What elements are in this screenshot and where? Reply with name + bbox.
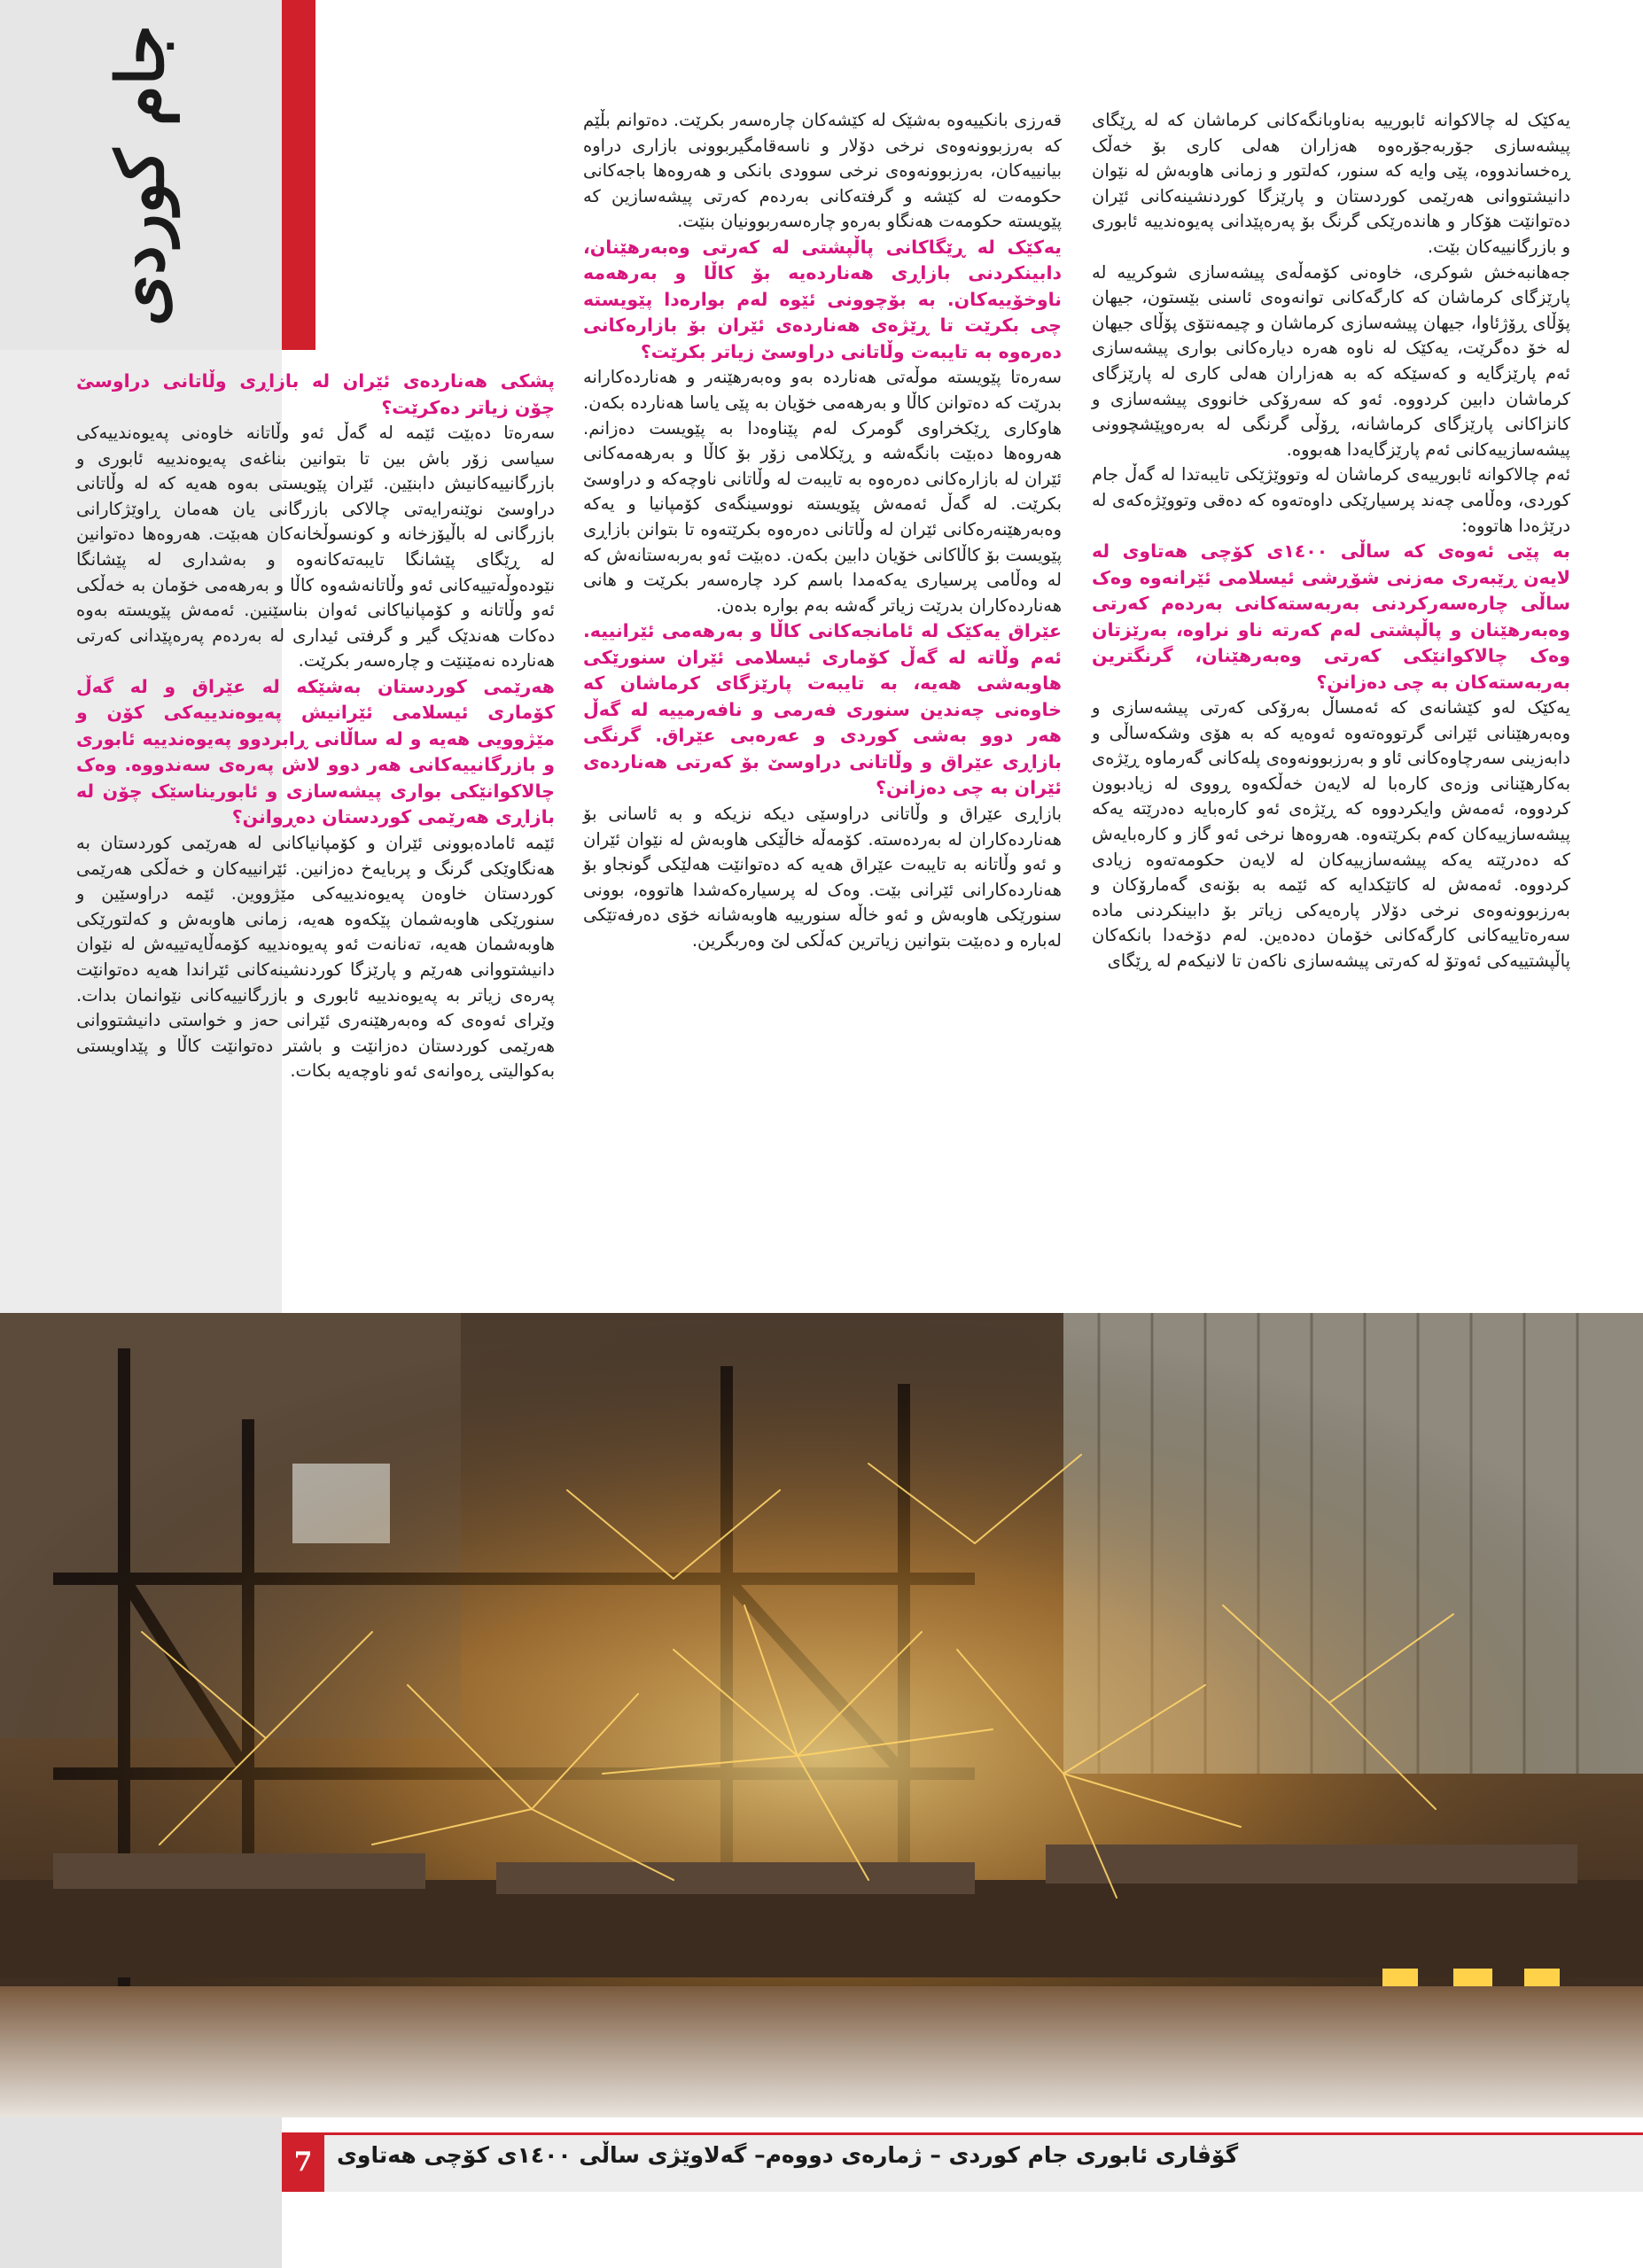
paragraph: یەکێک لە چالاکوانە ئابورییە بەناوبانگەکانی کرماشان کە لە ڕێگای پیشەسازی جۆربەجۆرەوە هەزاران هەلی کاری بۆ خەڵک ڕەخساندووە، پێی وایە کە سنور، کەلتور و زمانی هاوبەش لە نێوان دانیشتووانی هەرێمی کوردستان و پارێزگا کوردنشینەکانی ئێران دەتوانێت هۆکار و هاندەرێکی گرنگ بۆ پەرەپێدانی پەیوەندییە ئابوری و بازرگانییەکان بێت. (1092, 110, 1570, 257)
interview-question: یەکێک لە ڕێگاکانی پاڵپشتی لە کەرتی وەبەرهێنان، دابینکردنی بازاڕی هەناردەیە بۆ کاڵا و بەرهەمە ناوخۆییەکان. بە بۆچوونی ئێوە لەم بوارەدا پێویستە چی بکرێت تا ڕێژەی هەناردەی ئێران بۆ بازارەکانی دەرەوە بە تایبەت وڵاتانی دراوسێ زیاتر بکرێت؟ (583, 236, 1062, 362)
red-accent-band (282, 0, 315, 350)
paragraph: سەرەتا پێویستە موڵەتی هەناردە بەو وەبەرهێنەر و هەناردەکارانە بدرێت کە دەتوانن کاڵا و بەرهەمی خۆیان بە پێی یاسا هەناردە بکەن. هاوکاری ڕێکخراوی گومرک لەم پێناوەدا بە پێویست دەزانم. هەروەها دەبێت بانگەشە و ڕێکلامی زۆر بۆ کاڵا و بەرهەمەکانی ئێران لە بازارەکانی دەرەوە بە تایبەت لە وڵاتانی ناوچەکە و دراوسێ بکرێت. لە گەڵ ئەمەش پێویستە نووسینگەی کۆمپانیا و یەکە وەبەرهێنەرەکانی ئێران لە وڵاتانی دەرەوە بکرێتەوە تا بتوانن بازاڕی پێویست بۆ کاڵاکانی خۆیان دابین بکەن. دەبێت ئەو بەربەستانەش کە لە وەڵامی پرسیاری یەکەمدا باسم کرد چارەسەر بکرێت و هانی هەناردەکاران بدرێت زیاتر گەشە بەم بوارە بدەن. (583, 367, 1062, 616)
article-column-middle (583, 108, 1062, 953)
paragraph: قەرزی بانکییەوە بەشێک لە کێشەکان چارەسەر بکرێت. دەتوانم بڵێم کە بەرزبوونەوەی نرخی دۆلار و ناسەقامگیربوونی بازاری دراوە بیانییەکان، بەرزبوونەوەی نرخی سوودی بانکی و هەروەها باجەکانی حکومەت لە کێشە و گرفتەکانی بەردەم کەرتی پیشەسازین کە پێویستە حکومەت هەنگاو بەرەو چارەسەربوونیان بنێت. (583, 110, 1062, 232)
article-column-left (76, 369, 555, 1084)
article-column-right (1092, 108, 1570, 975)
logo-text: جام کوردی (103, 24, 179, 326)
interview-question: بە پێی ئەوەی کە ساڵی ١٤٠٠ی کۆچی هەتاوی لە لایەن ڕێبەری مەزنی شۆڕشی ئیسلامی ئێرانەوە وەک ساڵی چارەسەرکردنی بەربەستەکانی بەردەم کەرتی وەبەرهێنان و پاڵپشتی لەم کەرتە ناو نراوە، بەرێزتان وەک چالاکوانێکی کەرتی وەبەرهێنان، گرنگترین بەربەستەکان بە چی دەزانن؟ (1092, 540, 1570, 693)
photo-illustration (0, 1313, 1643, 2117)
paragraph: جەهانبەخش شوکری، خاوەنی کۆمەڵەی پیشەسازی شوکرییە لە پارێزگای کرماشان کە کارگەکانی توانەوەی ئاسنی بێستون، جیهان پۆڵای ڕۆژئاوا، جیهان پیشەسازی کرماشان و چیمەنتۆی پۆڵای جیهان لە خۆ دەگرێت، یەکێک لە ناوە هەرە دیارەکانی بواری پیشەسازی ئەم پارێزگایە و کەسێکە کە بە هەزاران هەلی کاری لە پارێزگای کرماشان دابین کردووە. ئەو کە سەرۆکی خانووی پیشەسازی و کانزاکانی پارێزگای کرماشانە، ڕۆڵی گرنگی لە بەرەوپێشچوونی پیشەسازییەکانی ئەم پارێزگایەدا هەبووە. (1092, 261, 1570, 460)
footer-sidebar-strip (0, 2117, 282, 2268)
magazine-logo (0, 0, 282, 350)
page-number: 7 (282, 2132, 324, 2192)
interview-question: هەرێمی کوردستان بەشێکە لە عێراق و لە گەڵ کۆماری ئیسلامی ئێرانیش پەیوەندییەکی کۆن و مێژوویی هەیە و لە ساڵانی ڕابردوو پەیوەندییە ئابوری و بازرگانییەکانی هەر دوو لاش پەرەی سەندووە. وەک چالاکوانێکی بواری پیشەسازی و ئابوریناسێک چۆن لە بازاڕی هەرێمی کوردستان دەڕوانن؟ (76, 675, 555, 828)
paragraph: یەکێک لەو کێشانەی کە ئەمساڵ بەرۆکی کەرتی پیشەسازی و وەبەرهێنانی ئێرانی گرتووەتەوە ئەوەیە کە بە هۆی وشکەساڵی و دابەزینی سەرچاوەکانی ئاو و بەرزبوونەوەی پلەکانی گەرماوە ڕێژەی بەکارهێنانی وزەی کارەبا لە لایەن خەڵکەوە ڕووی لە زیادبوون کردووە، ئەمەش وایکردووە کە ڕێژەی ئەو کارەبایە دەدرێتە یەکە پیشەسازییەکان کەم بکرێتەوە. هەروەها نرخی ئەو گاز و کارەبایەش کە دەدرێتە یەکە پیشەسازییەکان لە لایەن حکومەتەوە زیادی کردووە. ئەمەش لە کاتێکدایە کە ئێمە بە بۆنەی گەمارۆکان و بەرزبوونەوەی نرخی دۆلار پارەیەکی زیاتر بۆ دابینکردنی مادە سەرەتاییەکانی کارگەکانی خۆمان دەدەین. لەم دۆخەدا بانکەکان پاڵپشتییەکی ئەوتۆ لە کەرتی پیشەسازی ناکەن تا لانیکەم لە ڕێگای (1092, 697, 1570, 972)
paragraph: سەرەتا دەبێت ئێمە لە گەڵ ئەو وڵاتانە خاوەنی پەیوەندییەکی سیاسی زۆر باش بین تا بتوانین بناغەی پەیوەندییە ئابوری و بازرگانییەکانیش دابنێین. ئێران پێویستی بەوە هەیە کە لە وڵاتانی دراوسێ نوێنەرایەتی چالاکی بازرگانی یان هەمان ڕاوێژکارانی بازرگانی لە باڵیۆزخانە و کونسوڵخانەکان هەبێت. هەروەها دەتوانین لە ڕێگای پێشانگا تایبەتەکانەوە و بەشداری لە پێشانگا نێودەوڵەتییەکانی ئەو وڵاتانەشەوە کاڵا و بەرهەمی خۆمان بە خەڵکی ئەو وڵاتانە و کۆمپانیاکانی ئەوان بناسێنین. ئەمەش پێویستە بەوە دەکات هەندێک گیر و گرفتی ئیداری لە بەردەم پەرەپێدانی کەرتی هەناردە نەمێنێت و چارەسەر بکرێت. (76, 423, 555, 672)
footer-magazine-info: گۆڤاری ئابوری جام کوردی – ژمارەی دووەم– گەلاوێژی ساڵی ١٤٠٠ی کۆچی هەتاوی (337, 2142, 1239, 2168)
paragraph: ئێمە ئامادەبوونی ئێران و کۆمپانیاکانی لە هەرێمی کوردستان بە هەنگاوێکی گرنگ و پربایەخ دەزانین. ئێرانییەکان و خەڵکی هەرێمی کوردستان خاوەن پەیوەندییەکی مێژووین. ئێمە دراوسێین و سنورێکی هاوبەشمان پێکەوە هەیە، زمانی هاوبەش و کەلتورێکی هاوبەشمان هەیە، تەنانەت ئەو پەیوەندییە کۆمەڵایەتییەش لە نێوان دانیشتووانی هەرێم و پارێزگا کوردنشینەکانی ئێراندا هەیە دەتوانێت پەرەی زیاتر بە پەیوەندییە ئابوری و بازرگانییەکانی نێوانمان بدات. وێرای ئەوەی کە وەبەرهێنەری ئێرانی حەز و خواستی دانیشتووانی هەرێمی کوردستان دەزانێت و باشتر دەتوانێت کاڵا و پێداویستی بەکوالیتی ڕەوانەی ئەو ناوچەیە بکات. (76, 832, 555, 1082)
interview-question: پشکی هەناردەی ئێران لە بازاڕی وڵاتانی دراوسێ چۆن زیاتر دەکرێت؟ (76, 370, 555, 418)
paragraph: بازاڕی عێراق و وڵاتانی دراوسێی دیکە نزیکە و بە ئاسانی بۆ هەناردەکاران لە بەردەستە. کۆمەڵە خاڵێکی هاوبەش لە نێوان ئێران و ئەو وڵاتانە بە تایبەت عێراق هەیە کە دەتوانێت هەلێکی گونجاو بۆ هەناردەکارانی ئێرانی بێت. وەک لە پرسیارەکەشدا هاتووە، بوونی سنورێکی هاوبەش و ئەو خاڵە سنورییە هاوبەشانە خۆی دەرفەتێکی لەبارە و دەبێت بتوانین زیاترین کەڵکی لێ وەربگرین. (583, 803, 1062, 951)
interview-question: عێراق یەکێک لە ئامانجەکانی کاڵا و بەرهەمی ئێرانییە. ئەم وڵاتە لە گەڵ کۆماری ئیسلامی ئێران سنورێکی هاوبەشی هەیە، بە تایبەت پارێزگای کرماشان کە خاوەنی چەندین سنوری فەرمی و نافەرمییە لە گەڵ هەر دوو بەشی کوردی و عەرەبی عێراق. گرنگی بازاڕی عێراق و وڵاتانی دراوسێ بۆ کەرتی هەناردەی ئێران بە چی دەزانن؟ (583, 620, 1062, 799)
paragraph: ئەم چالاکوانە ئابورییەی کرماشان لە وتووێژێکی تایبەتدا لە گەڵ جام کوردی، وەڵامی چەند پرسیارێکی داوەتەوە کە دەقی وتووێژەکەی لە درێژەدا هاتووە: (1092, 464, 1570, 536)
steel-mill-sparks-photo (0, 1313, 1643, 2117)
